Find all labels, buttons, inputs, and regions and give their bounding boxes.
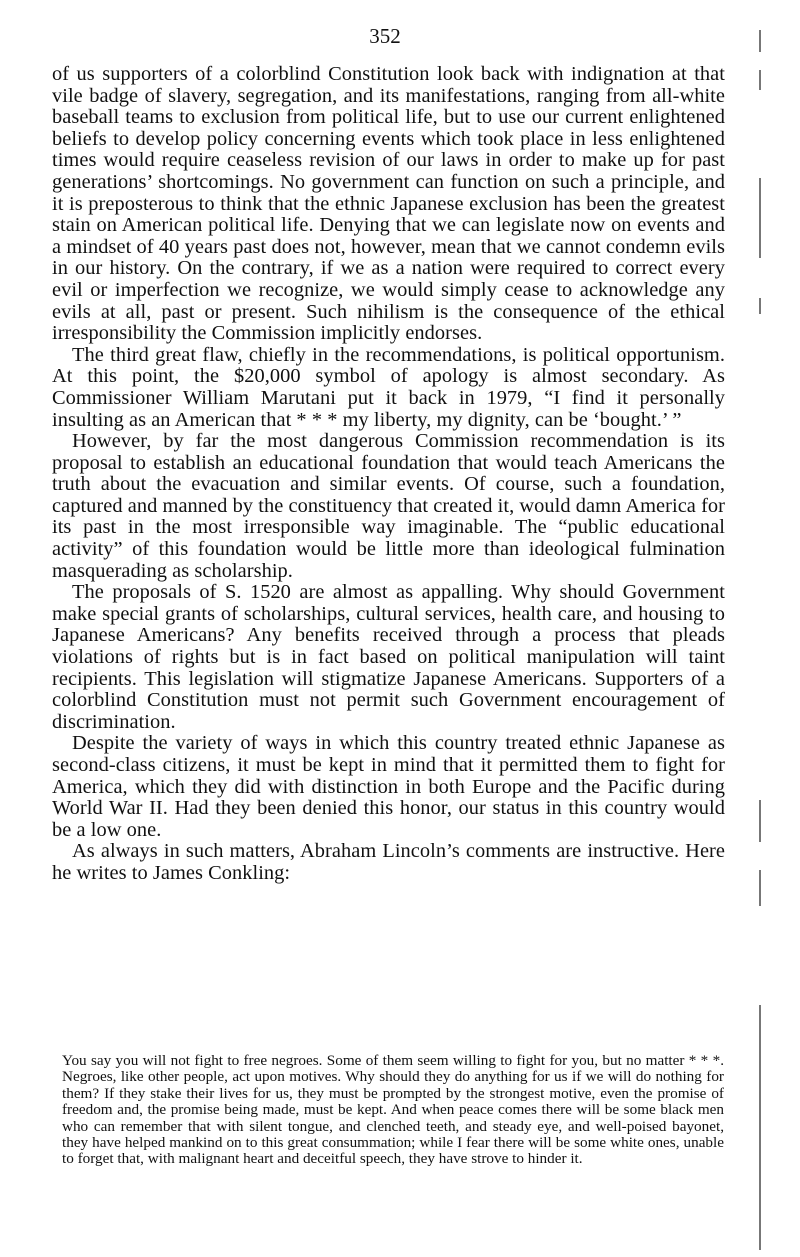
body-text (52, 64, 725, 885)
paragraph: However, by far the most dangerous Commission recommendation is its proposal to establish an educational foundation that would teach Americans the truth about the evacuation and similar events. Of course, such a foundation, captured and manned by the constituency that created it, would damn America for its past in the most irresponsible way imaginable. The “public educational activity” of this foundation would be little more than ideological fulmination masquerading as scholarship. (52, 430, 725, 582)
paragraph: As always in such matters, Abraham Lincoln’s comments are instructive. Here he writes to James Conkling: (52, 840, 725, 884)
scan-edge-mark (759, 30, 761, 52)
scan-edge-mark (759, 298, 761, 314)
scan-edge-mark (759, 870, 761, 906)
quote-text: You say you will not fight to free negroes. Some of them seem willing to fight for you, but no matter * * *. Negroes, like other people, act upon motives. Why should they do anything for us if we will do nothing for them? If they stake their lives for us, they must be prompted by the strongest motive, even the promise of freedom and, the promise being made, must be kept. And when peace comes there will be some black men who can remember that with silent tongue, and clenched teeth, and steady eye, and well-poised bayonet, they have helped mankind on to this great consummation; while I fear there will be some white ones, unable to forget that, with malignant heart and deceitful speech, they have strove to hinder it. (62, 1052, 724, 1168)
paragraph: of us supporters of a colorblind Constitution look back with indignation at that vile badge of slavery, segregation, and its manifestations, ranging from all-white baseball teams to exclusion from political life, but to use our current enlightened beliefs to develop policy concerning events which took place in less enlightened times would require ceaseless revision of our laws in order to make up for past generations’ shortcomings. No government can function on such a principle, and it is preposterous to think that the ethnic Japanese exclusion has been the greatest stain on American political life. Denying that we can legislate now on events and a mindset of 40 years past does not, however, mean that we cannot condemn evils in our history. On the contrary, if we as a nation were required to correct every evil or imperfection we recognize, we would simply cease to acknowledge any evils at all, past or present. Such nihilism is the consequence of the ethical irresponsibility the Commission implicitly endorses. (52, 63, 725, 345)
paragraph: Despite the variety of ways in which this country treated ethnic Japanese as second-class citizens, it must be kept in mind that it permitted them to fight for America, which they did with distinction in both Europe and the Pacific during World War II. Had they been denied this honor, our status in this country would be a low one. (52, 732, 725, 841)
paragraph: The third great flaw, chiefly in the recommendations, is political opportunism. At this point, the $20,000 symbol of apology is almost secondary. As Commissioner William Marutani put it back in 1979, “I find it personally insulting as an American that * * * my liberty, my dignity, can be ‘bought.’ ” (52, 343, 725, 431)
block-quote (62, 1053, 724, 1168)
scan-edge-mark (759, 70, 761, 90)
scan-edge-mark (759, 800, 761, 842)
paragraph: The proposals of S. 1520 are almost as appalling. Why should Government make special grants of scholarships, cultural services, health care, and housing to Japanese Americans? Any benefits received through a process that pleads violations of rights but is in fact based on political manipulation will taint recipients. This legislation will stigmatize Japanese Americans. Supporters of a colorblind Constitution must not permit such Government encouragement of discrimination. (52, 581, 725, 733)
scan-edge-mark (759, 178, 761, 258)
scan-edge-mark (759, 1005, 761, 1250)
page-number: 352 (369, 24, 401, 48)
